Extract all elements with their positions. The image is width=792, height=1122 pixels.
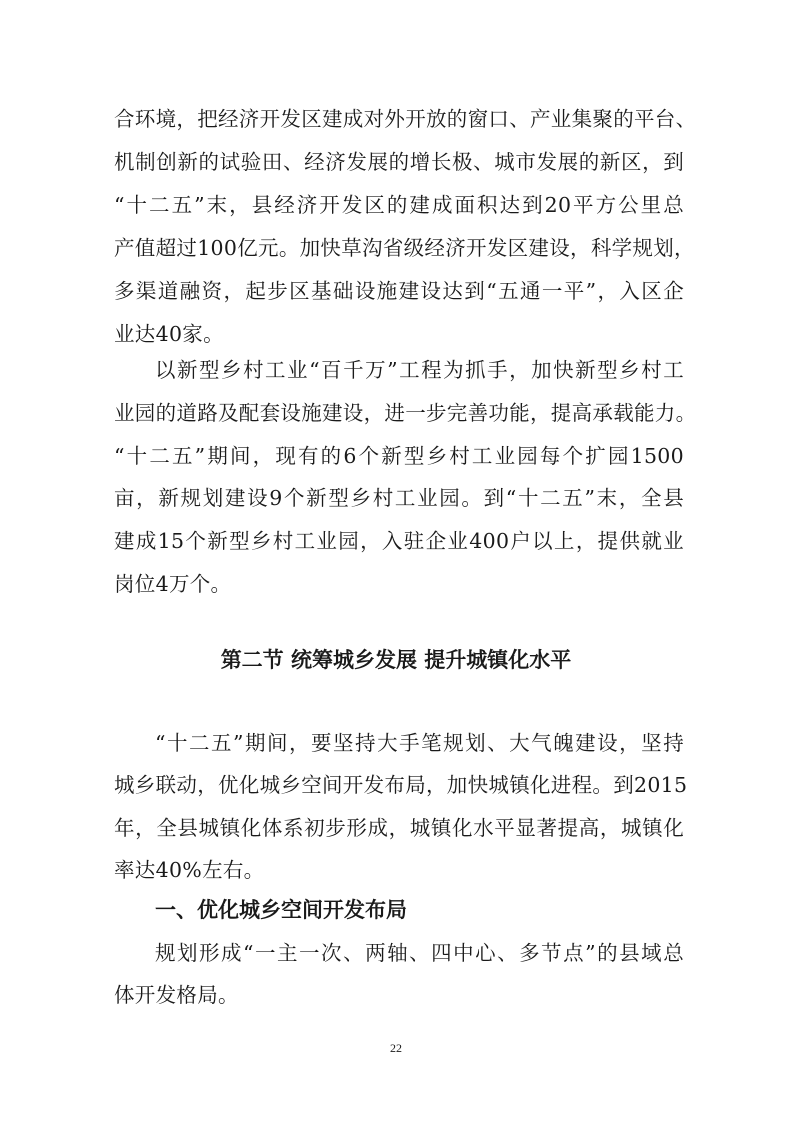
section-heading: 第二节 统筹城乡发展 提升城镇化水平: [220, 648, 572, 672]
paragraph-2-line-3: “十二五”期间，现有的6个新型乡村工业园每个扩园1500: [114, 444, 684, 468]
paragraph-1-line-5: 多渠道融资，起步区基础设施建设达到“五通一平”，入区企: [114, 279, 684, 303]
paragraph-2-line-2: 业园的道路及配套设施建设，进一步完善功能，提高承载能力。: [114, 401, 697, 425]
paragraph-3-line-3: 年，全县城镇化体系初步形成，城镇化水平显著提高，城镇化: [114, 816, 684, 840]
paragraph-1-line-6: 业达40家。: [114, 322, 224, 346]
paragraph-2-line-4: 亩，新规划建设9个新型乡村工业园。到“十二五”末，全县: [114, 486, 684, 510]
paragraph-2-line-6: 岗位4万个。: [114, 572, 232, 596]
paragraph-2-line-5: 建成15个新型乡村工业园，入驻企业400户以上，提供就业: [114, 529, 684, 553]
paragraph-2-line-1: 以新型乡村工业“百千万”工程为抓手，加快新型乡村工: [155, 358, 684, 382]
paragraph-3-line-1: “十二五”期间，要坚持大手笔规划、大气魄建设，坚持: [155, 731, 684, 755]
paragraph-1-line-4: 产值超过100亿元。加快草沟省级经济开发区建设，科学规划，: [114, 236, 695, 260]
paragraph-3-line-2: 城乡联动，优化城乡空间开发布局，加快城镇化进程。到2015: [114, 773, 688, 797]
paragraph-1-line-1: 合环境，把经济开发区建成对外开放的窗口、产业集聚的平台、: [114, 107, 697, 131]
subsection-heading: 一、优化城乡空间开发布局: [155, 898, 407, 922]
paragraph-1-line-3: “十二五”末，县经济开发区的建成面积达到20平方公里总: [114, 193, 684, 217]
paragraph-4-line-1: 规划形成“一主一次、两轴、四中心、多节点”的县域总: [155, 941, 684, 965]
paragraph-3-line-4: 率达40%左右。: [114, 858, 265, 882]
paragraph-4-line-2: 体开发格局。: [114, 983, 239, 1007]
page-number: 22: [390, 1041, 402, 1055]
paragraph-1-line-2: 机制创新的试验田、经济发展的增长极、城市发展的新区，到: [114, 150, 684, 174]
